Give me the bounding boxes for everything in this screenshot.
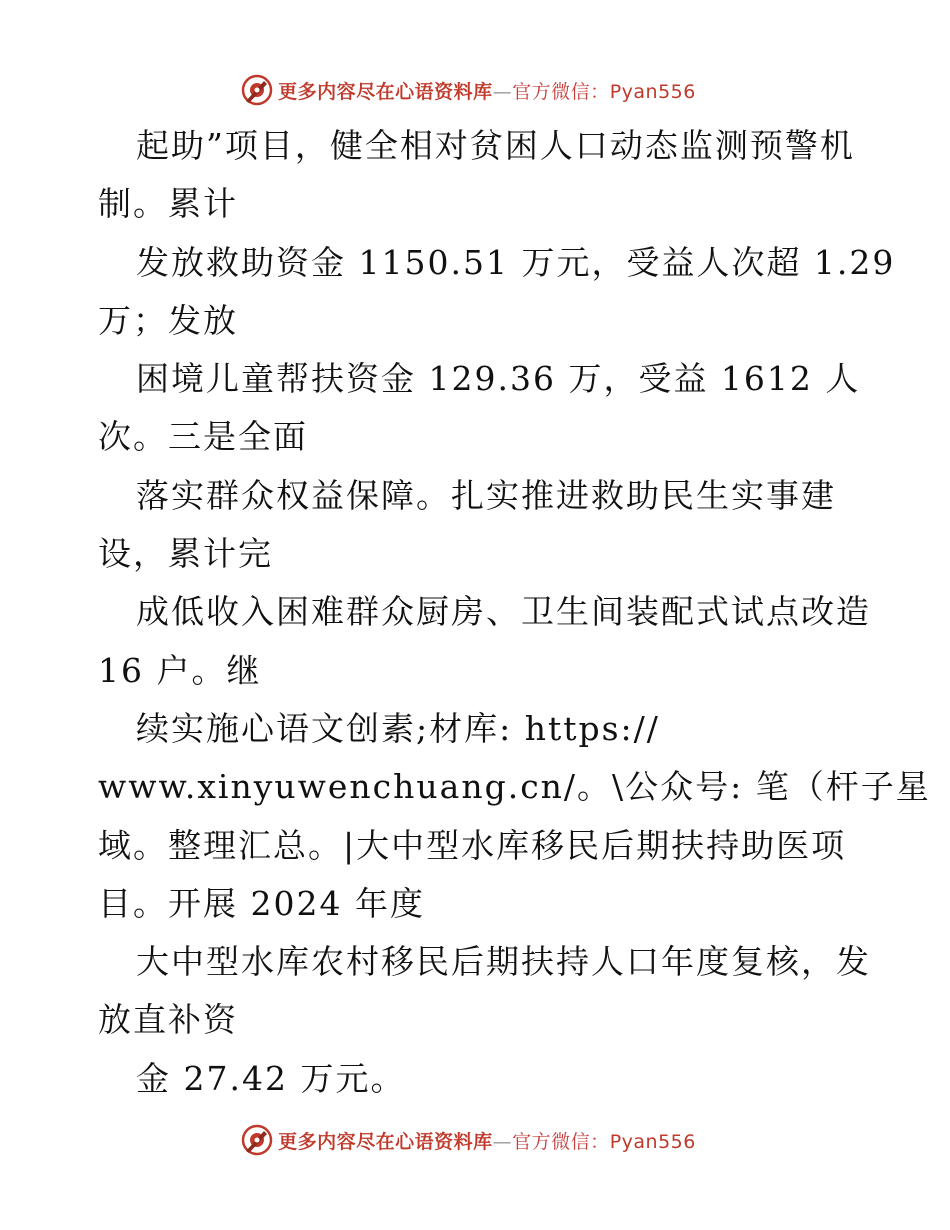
text-line: 发放救助资金 1150.51 万元，受益人次超 1.29 (136, 242, 896, 282)
text-line: 万；发放 (98, 300, 238, 340)
banner-main-text: 更多内容尽在心语资料库 (278, 80, 493, 103)
banner-wechat-id: Pyan556 (609, 80, 696, 103)
text-line: 续实施心语文创素;材库: https:// (136, 708, 660, 748)
banner-wechat-label: 官方微信： (512, 80, 610, 103)
text-line: 大中型水库农村移民后期扶持人口年度复核，发 (136, 942, 871, 982)
text-line: 域。整理汇总。|大中型水库移民后期扶持助医项 (98, 825, 847, 865)
brush-logo-icon (240, 73, 274, 107)
text-line: 放直补资 (98, 1000, 238, 1040)
banner-wechat-id: Pyan556 (609, 1130, 696, 1153)
text-line: 16 户。继 (98, 650, 262, 690)
header-banner (0, 70, 950, 110)
banner-text (278, 1127, 696, 1154)
text-line: 起助”项目，健全相对贫困人口动态监测预警机 (136, 126, 855, 165)
text-line: 落实群众权益保障。扎实推进救助民生实事建 (136, 475, 836, 515)
document-body (98, 117, 931, 1108)
banner-text (278, 77, 696, 104)
text-line: 设，累计完 (98, 534, 273, 574)
banner-separator: — (492, 1130, 513, 1153)
text-line: 困境儿童帮扶资金 129.36 万，受益 1612 人 (136, 359, 861, 399)
banner-separator: — (492, 80, 513, 103)
text-line: www.xinyuwenchuang.cn/。\公众号: 笔（杆子星 (98, 767, 931, 807)
text-line: 金 27.42 万元。 (136, 1058, 406, 1098)
footer-banner (0, 1120, 950, 1160)
brush-logo-icon (240, 1123, 274, 1157)
text-line: 制。累计 (98, 184, 238, 224)
text-line: 目。开展 2024 年度 (98, 883, 425, 923)
text-line: 成低收入困难群众厨房、卫生间装配式试点改造 (136, 592, 871, 632)
text-line: 次。三是全面 (98, 417, 308, 457)
banner-main-text: 更多内容尽在心语资料库 (278, 1130, 493, 1153)
banner-wechat-label: 官方微信： (512, 1130, 610, 1153)
